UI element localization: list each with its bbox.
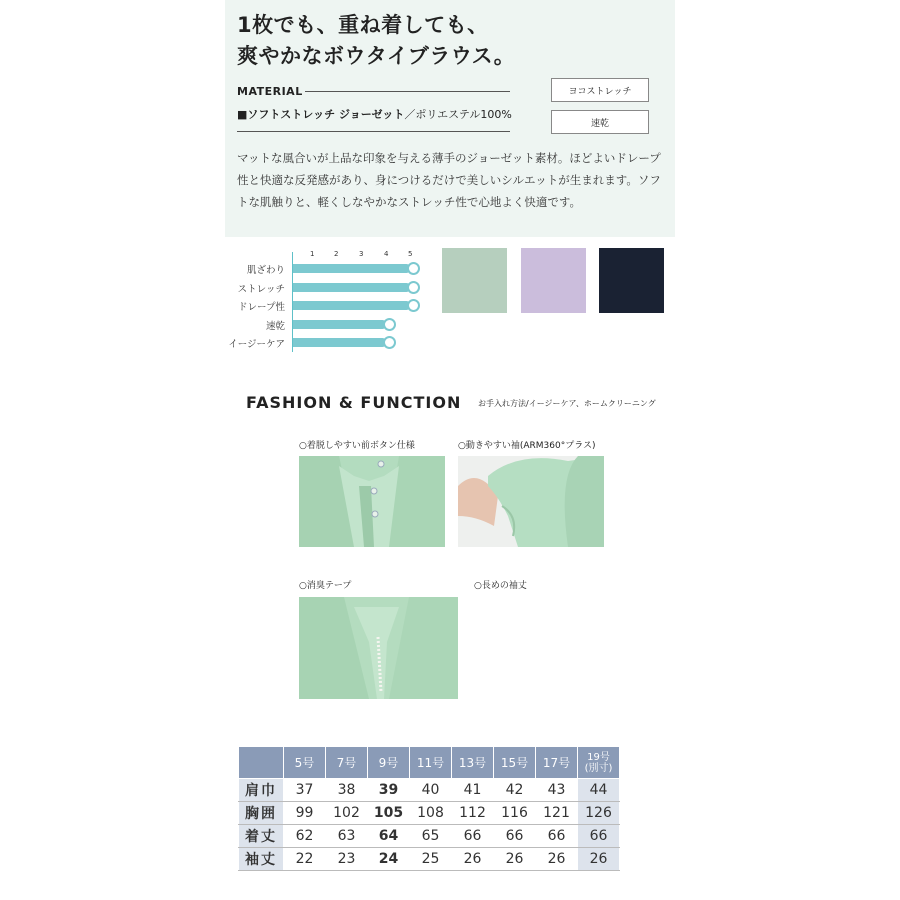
table-row [239,779,620,802]
feature-caption-front-button: ○着脱しやすい前ボタン仕様 [299,441,415,451]
table-corner [239,747,284,779]
headline-line-1: 1枚でも、重ね着しても、 [237,13,489,37]
feature-caption-deodorant-tape: ○消臭テープ [299,581,352,591]
size-header: 15号 [494,747,536,779]
table-cell: 38 [326,779,368,802]
headline-line-2: 爽やかなボウタイブラウス。 [237,44,516,68]
rating-marker [407,299,420,312]
rating-tick-4: 4 [384,250,389,258]
fabric-name: ■ソフトストレッチ ジョーゼット [237,108,405,121]
rating-bar [293,338,387,347]
rating-bar [293,301,411,310]
table-cell: 43 [536,779,578,802]
rating-tick-2: 2 [334,250,339,258]
table-cell: 64 [368,825,410,848]
divider [237,131,510,132]
headline [237,10,515,72]
table-cell: 66 [494,825,536,848]
table-cell: 26 [452,848,494,871]
table-cell: 37 [284,779,326,802]
table-cell: 126 [578,802,620,825]
rating-label: ドレープ性 [237,302,285,313]
table-row-label: 肩巾 [239,779,284,802]
table-header-row [239,747,620,779]
table-cell: 26 [578,848,620,871]
table-row-label: 胸囲 [239,802,284,825]
rating-tick-1: 1 [310,250,315,258]
rating-bar [293,283,411,292]
rating-tick-5: 5 [408,250,413,258]
table-cell: 62 [284,825,326,848]
table-cell: 44 [578,779,620,802]
table-cell: 23 [326,848,368,871]
rating-bar [293,264,411,273]
swatch-lavender [521,248,586,313]
size-header: 9号 [368,747,410,779]
size-header-special [578,747,620,779]
rating-marker [407,262,420,275]
table-cell: 105 [368,802,410,825]
feature-caption-sleeve: ○動きやすい袖(ARM360°プラス) [458,441,596,451]
size-table [238,746,620,871]
table-cell: 66 [578,825,620,848]
table-cell: 40 [410,779,452,802]
table-row [239,825,620,848]
rating-label: ストレッチ [237,284,285,295]
table-cell: 99 [284,802,326,825]
rating-label: 肌ざわり [246,265,285,276]
table-cell: 25 [410,848,452,871]
table-cell: 22 [284,848,326,871]
rating-tick-3: 3 [359,250,364,258]
table-cell: 108 [410,802,452,825]
rating-marker [383,336,396,349]
size-header-note: (別寸) [584,762,613,774]
table-cell: 41 [452,779,494,802]
table-cell: 42 [494,779,536,802]
rating-bar [293,320,387,329]
material-description [237,106,512,122]
table-cell: 121 [536,802,578,825]
feature-tag-quick-dry: 速乾 [551,110,649,134]
feature-caption-long-sleeve: ○長めの袖丈 [474,581,527,591]
rating-label: 速乾 [265,321,285,332]
table-row-label: 袖丈 [239,848,284,871]
size-header: 17号 [536,747,578,779]
table-cell: 63 [326,825,368,848]
fabric-description: マットな風合いが上品な印象を与える薄手のジョーゼット素材。ほどよいドレープ性と快適な反発感があり、身につけるだけで美しいシルエットが生まれます。ソフトな肌触りと、軽くしなやかなストレッチ性で心地よく快適です。 [237,151,661,209]
table-cell: 26 [494,848,536,871]
rating-marker [407,281,420,294]
size-header-19: 19号 [587,751,610,763]
table-cell: 112 [452,802,494,825]
table-cell: 39 [368,779,410,802]
fabric-composition: ／ポリエステル100% [404,108,512,121]
table-row [239,802,620,825]
table-cell: 66 [536,825,578,848]
rating-label: イージーケア [228,339,285,350]
size-header: 7号 [326,747,368,779]
photo-front-button [299,456,445,547]
table-cell: 66 [452,825,494,848]
feature-tag-stretch: ヨコストレッチ [551,78,649,102]
rating-marker [383,318,396,331]
care-instructions: お手入れ方法/イージーケア、ホームクリーニング [478,399,656,408]
size-header: 5号 [284,747,326,779]
material-label: MATERIAL [237,85,303,98]
photo-deodorant-tape [299,597,458,699]
table-cell: 116 [494,802,536,825]
table-cell: 26 [536,848,578,871]
table-cell: 102 [326,802,368,825]
divider [305,91,510,92]
table-cell: 65 [410,825,452,848]
table-cell: 24 [368,848,410,871]
size-header: 11号 [410,747,452,779]
swatch-navy [599,248,664,313]
photo-sleeve [458,456,604,547]
size-header: 13号 [452,747,494,779]
table-row-label: 着丈 [239,825,284,848]
swatch-mint [442,248,507,313]
table-row [239,848,620,871]
section-title: FASHION & FUNCTION [246,393,462,412]
